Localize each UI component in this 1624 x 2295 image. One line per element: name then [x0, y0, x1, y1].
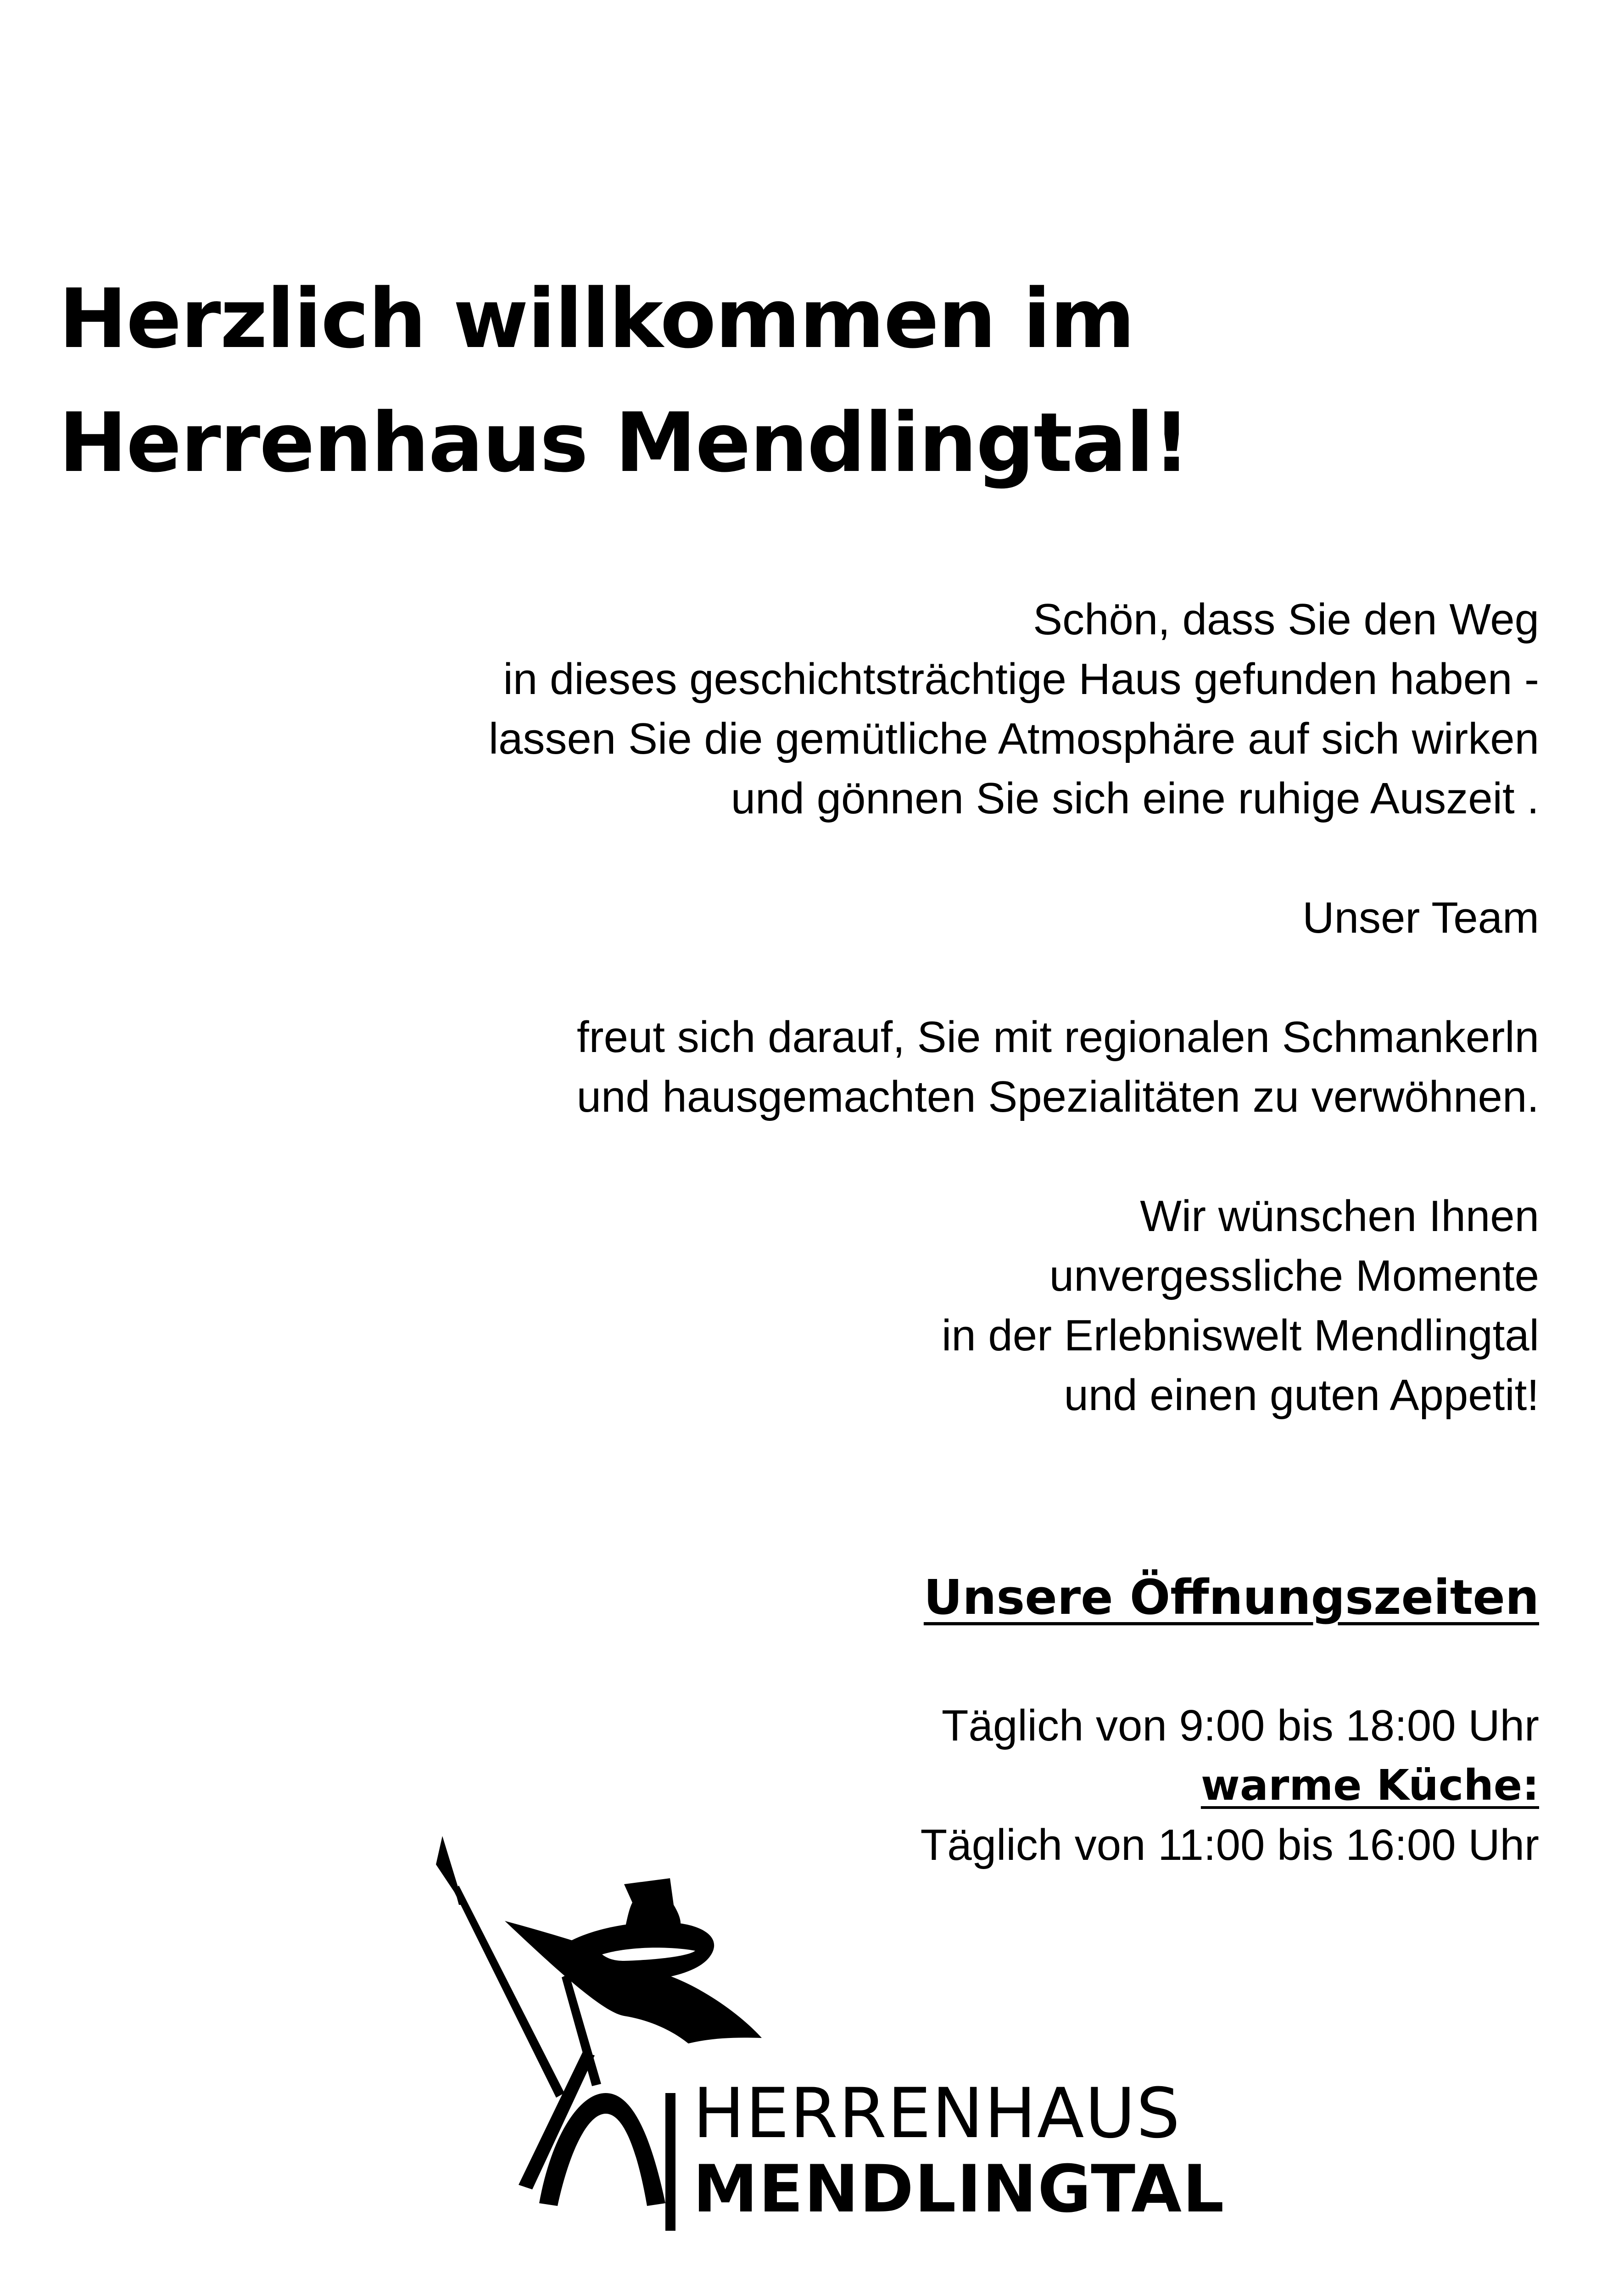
- logo-wordmark-top: HERRENHAUS: [693, 2074, 1181, 2154]
- logo-wordmark-bottom: MENDLINGTAL: [693, 2151, 1225, 2227]
- page-title: [59, 257, 1189, 505]
- intro-line: und gönnen Sie sich eine ruhige Auszeit .: [731, 774, 1539, 823]
- wishes-line: in der Erlebniswelt Mendlingtal: [942, 1311, 1539, 1360]
- title-line-2: Herrenhaus Mendlingtal!: [59, 395, 1189, 490]
- opening-hours-heading: Unsere Öffnungszeiten: [923, 1569, 1539, 1625]
- wishes-paragraph: [942, 1187, 1539, 1425]
- title-line-1: Herzlich willkommen im: [59, 271, 1134, 366]
- team-line: Unser Team: [1302, 893, 1539, 942]
- specialties-line: freut sich darauf, Sie mit regionalen Schmankerln: [576, 1013, 1539, 1062]
- intro-line: Schön, dass Sie den Weg: [1033, 595, 1539, 644]
- general-hours: Täglich von 9:00 bis 18:00 Uhr: [941, 1701, 1539, 1750]
- specialties-paragraph: [577, 1008, 1539, 1127]
- wishes-line: und einen guten Appetit!: [1064, 1371, 1539, 1420]
- intro-line: lassen Sie die gemütliche Atmosphäre auf sich wirken: [488, 714, 1539, 763]
- intro-line: in dieses geschichtsträchtige Haus gefunden haben -: [503, 655, 1539, 704]
- intro-paragraph: [489, 590, 1539, 828]
- kitchen-hours: Täglich von 11:00 bis 16:00 Uhr: [920, 1820, 1539, 1870]
- team-paragraph: [1302, 888, 1539, 948]
- wishes-line: Wir wünschen Ihnen: [1140, 1192, 1539, 1241]
- wishes-line: unvergessliche Momente: [1049, 1251, 1539, 1300]
- specialties-line: und hausgemachten Spezialitäten zu verwöhnen.: [576, 1072, 1539, 1121]
- kitchen-label: warme Küche:: [1200, 1761, 1539, 1810]
